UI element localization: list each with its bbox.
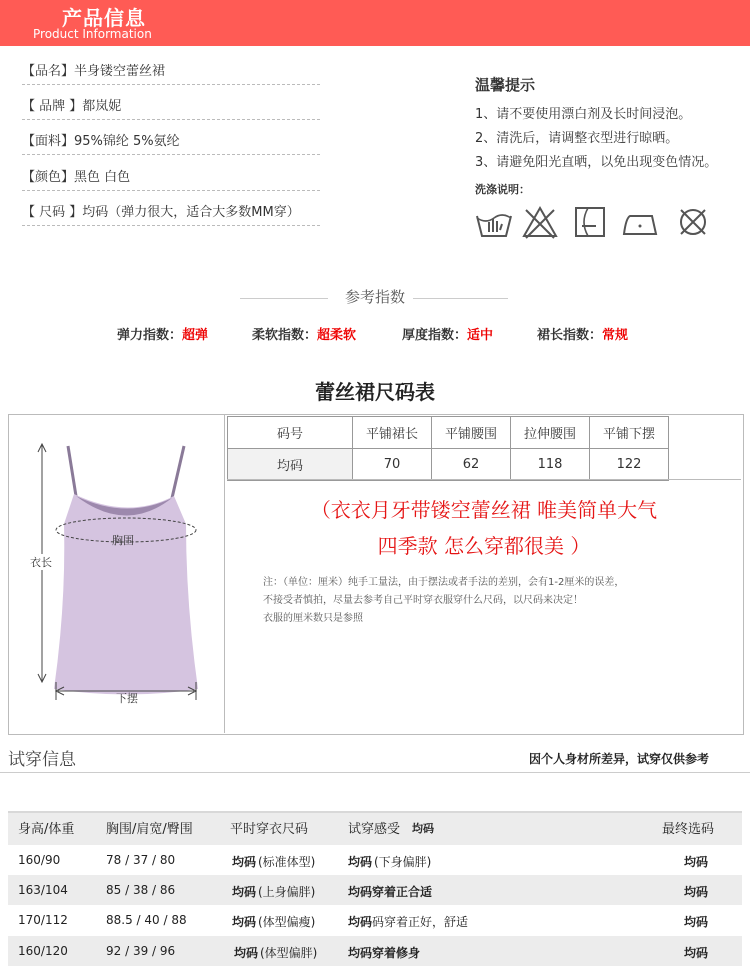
note-text: 不接受者慎拍，尽量去参考自己平时穿衣服穿什么尺码，以尺码来决定！ [263, 595, 583, 606]
tryon-feeling: 均码 [348, 915, 373, 929]
table-cell: 70 [353, 449, 432, 481]
tryon-measurements: 88.5 / 40 / 88 [106, 913, 187, 927]
index-value: 适中 [467, 328, 494, 343]
table-header-cell: 码号 [228, 417, 353, 449]
tryon-usual-size: 均码 [232, 885, 257, 899]
divider-line [0, 772, 750, 773]
tryon-body-type: (体型偏瘦) [258, 915, 316, 929]
chest-label: 胸围 [112, 534, 134, 547]
header-banner [0, 0, 750, 46]
table-row [228, 449, 669, 481]
slogan-line: 四季款 怎么穿都很美 ） [377, 534, 591, 558]
index-label: 柔软指数： [252, 328, 318, 343]
index-label: 弹力指数： [117, 328, 183, 343]
index-skirt-length [537, 324, 628, 343]
index-value: 常规 [602, 328, 629, 343]
table-header-cell: 拉伸腰围 [511, 417, 590, 449]
product-brand-row: 【 品牌 】都岚妮 [22, 97, 320, 120]
tryon-feeling-note: 码穿着正好，舒适 [372, 915, 469, 929]
tumble-dry-icon [570, 204, 610, 240]
length-label: 衣长 [30, 556, 52, 569]
tip-item: 2、清洗后，请调整衣型进行晾晒。 [475, 131, 679, 146]
tryon-feeling-note: (下身偏胖) [374, 855, 432, 869]
tryon-usual-size: 均码 [234, 946, 259, 960]
size-table-header [228, 417, 669, 449]
tryon-measurements: 78 / 37 / 80 [106, 853, 176, 867]
tryon-height-weight: 160/90 [18, 853, 61, 867]
tip-item: 3、请避免阳光直晒，以免出现变色情况。 [475, 155, 718, 170]
tryon-final-size: 均码 [684, 855, 709, 869]
reference-title: 参考指数 [344, 288, 405, 306]
iron-icon [620, 204, 660, 240]
hem-label: 下摆 [116, 692, 138, 705]
tryon-body-type: (标准体型) [258, 855, 316, 869]
tryon-final-size: 均码 [684, 915, 709, 929]
tryon-body-type: (体型偏胖) [260, 946, 318, 960]
tryon-height-weight: 160/120 [18, 944, 68, 958]
table-cell: 118 [511, 449, 590, 481]
index-softness [252, 324, 356, 343]
product-size-row: 【 尺码 】均码（弹力很大，适合大多数MM穿） [22, 203, 320, 226]
table-cell: 均码 [228, 449, 353, 481]
tryon-header-cell: 最终选码 [662, 822, 715, 837]
tryon-final-size: 均码 [684, 885, 709, 899]
tryon-header-cell: 身高/体重 [18, 822, 75, 837]
header-title-cn: 产品信息 [62, 6, 146, 30]
tryon-usual-size: 均码 [232, 915, 257, 929]
product-fabric-row: 【面料】95%锦纶 5%氨纶 [22, 132, 320, 155]
slogan-line: （衣衣月牙带镂空蕾丝裙 唯美简单大气 [310, 498, 658, 522]
product-color-row: 【颜色】黑色 白色 [22, 168, 320, 191]
camisole-illustration [8, 414, 224, 733]
index-thickness [402, 324, 493, 343]
note-text: 衣服的厘米数只是参照 [263, 613, 363, 624]
tryon-height-weight: 163/104 [18, 883, 68, 897]
tryon-feeling: 均码穿着正合适 [348, 885, 433, 899]
no-bleach-icon [520, 204, 560, 240]
tryon-final-size: 均码 [684, 946, 709, 960]
wash-title: 洗涤说明： [475, 183, 530, 196]
tryon-title: 试穿信息 [8, 750, 76, 770]
index-elasticity [117, 324, 208, 343]
tryon-feeling: 均码 [348, 855, 373, 869]
tryon-height-weight: 170/112 [18, 913, 68, 927]
tryon-note: 因个人身材所差异，试穿仅供参考 [529, 752, 710, 766]
table-header-cell: 平铺腰围 [432, 417, 511, 449]
table-header-cell: 平铺下摆 [590, 417, 669, 449]
garment-diagram [8, 414, 225, 733]
index-value: 超柔软 [317, 328, 357, 343]
tryon-usual-size: 均码 [232, 855, 257, 869]
table-cell: 122 [590, 449, 669, 481]
tryon-header-cell: 胸围/肩宽/臀围 [106, 822, 193, 837]
product-name-row: 【品名】半身镂空蕾丝裙 [22, 62, 320, 85]
hand-wash-icon [474, 204, 514, 240]
tips-title: 温馨提示 [475, 76, 536, 94]
tryon-measurements: 92 / 39 / 96 [106, 944, 176, 958]
note-text: 注：（单位：厘米）纯手工量法，由于摆法或者手法的差别，会有1-2厘米的误差， [263, 577, 625, 588]
size-table [227, 416, 669, 481]
table-header-cell: 平铺裙长 [353, 417, 432, 449]
index-value: 超弹 [182, 328, 209, 343]
index-label: 裙长指数： [537, 328, 603, 343]
no-dry-clean-icon [673, 204, 713, 240]
tip-item: 1、请不要使用漂白剂及长时间浸泡。 [475, 107, 692, 122]
tryon-feeling: 均码穿着修身 [348, 946, 421, 960]
table-cell: 62 [432, 449, 511, 481]
tryon-header-cell: 平时穿衣尺码 [230, 822, 309, 837]
tryon-body-type: (上身偏胖) [258, 885, 316, 899]
index-label: 厚度指数： [402, 328, 468, 343]
tryon-measurements: 85 / 38 / 86 [106, 883, 176, 897]
header-title-en: Product Information [33, 27, 152, 41]
tryon-header-cell: 均码 [412, 822, 434, 835]
size-chart-title: 蕾丝裙尺码表 [315, 380, 435, 404]
tryon-header-cell: 试穿感受 [348, 822, 401, 837]
